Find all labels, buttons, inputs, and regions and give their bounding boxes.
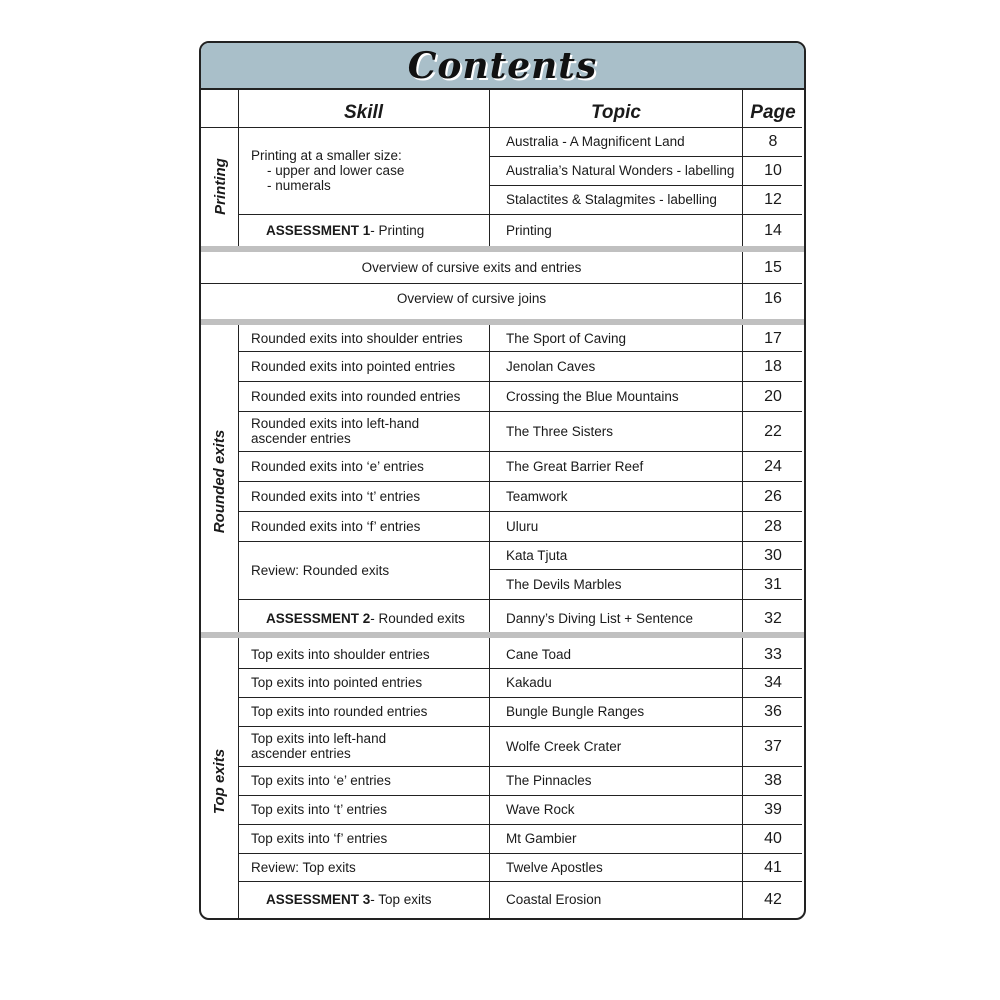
section-top-text: Top exits bbox=[211, 748, 229, 814]
column-divider bbox=[489, 324, 490, 918]
page-number: 14 bbox=[764, 221, 782, 239]
topic-cell: The Three Sisters bbox=[506, 423, 614, 439]
skill-cell bbox=[251, 726, 487, 766]
topic-cell: Wave Rock bbox=[506, 802, 575, 817]
assessment-subject: - Printing bbox=[370, 222, 425, 238]
page-number: 18 bbox=[764, 357, 782, 375]
column-divider bbox=[742, 88, 743, 918]
row-divider bbox=[489, 569, 802, 570]
page-number: 38 bbox=[764, 772, 782, 789]
topic-cell: Printing bbox=[506, 222, 552, 238]
page-number: 31 bbox=[764, 575, 782, 593]
topic-cell: Cane Toad bbox=[506, 646, 572, 662]
assessment-label: ASSESSMENT 2 bbox=[266, 610, 371, 626]
page-number: 41 bbox=[764, 858, 782, 876]
topic-cell: Twelve Apostles bbox=[506, 859, 603, 875]
text-line: ascender entries bbox=[251, 431, 351, 446]
skill-cell: Top exits into ‘e’ entries bbox=[251, 773, 391, 788]
page-number: 12 bbox=[764, 191, 782, 208]
topic-cell: Australia’s Natural Wonders - labelling bbox=[506, 163, 735, 178]
skill-cell: Rounded exits into ‘f’ entries bbox=[251, 518, 421, 534]
printing-skill-line: Printing at a smaller size: bbox=[251, 148, 402, 163]
overview-text: Overview of cursive exits and entries bbox=[361, 260, 582, 275]
skill-cell: Rounded exits into ‘e’ entries bbox=[251, 458, 424, 474]
header-skill: Skill bbox=[343, 102, 384, 123]
topic-cell: Danny’s Diving List + Sentence bbox=[506, 610, 693, 626]
text-line: Rounded exits into left-hand bbox=[251, 416, 420, 431]
topic-cell: Coastal Erosion bbox=[506, 892, 602, 907]
page-number: 16 bbox=[764, 290, 782, 307]
section-label-rounded bbox=[201, 324, 239, 638]
assessment-skill bbox=[266, 881, 486, 918]
topic-cell: Uluru bbox=[506, 518, 539, 534]
skill-cell: Review: Top exits bbox=[251, 859, 356, 875]
row-divider bbox=[489, 185, 802, 186]
skill-cell: Top exits into ‘f’ entries bbox=[251, 831, 388, 846]
topic-cell: The Pinnacles bbox=[506, 773, 592, 788]
topic-cell: Australia - A Magnificent Land bbox=[506, 134, 685, 149]
skill-cell: Rounded exits into ‘t’ entries bbox=[251, 488, 421, 504]
printing-skill bbox=[251, 128, 487, 213]
review-skill: Review: Rounded exits bbox=[251, 562, 390, 578]
skill-cell: Rounded exits into rounded entries bbox=[251, 388, 461, 404]
topic-cell: Crossing the Blue Mountains bbox=[506, 388, 679, 404]
page-number: 32 bbox=[764, 609, 782, 627]
page-number: 17 bbox=[764, 329, 782, 347]
skill-cell: Top exits into shoulder entries bbox=[251, 646, 430, 662]
page-number: 33 bbox=[764, 645, 782, 663]
topic-cell: Wolfe Creek Crater bbox=[506, 738, 622, 754]
topic-cell: Kakadu bbox=[506, 675, 552, 690]
header-topic: Topic bbox=[591, 102, 641, 123]
title-bar bbox=[201, 43, 804, 90]
header-page: Page bbox=[750, 102, 796, 123]
section-label-top bbox=[201, 644, 239, 918]
text-line: Top exits into left-hand bbox=[251, 731, 387, 746]
printing-skill-line: - numerals bbox=[267, 178, 331, 193]
column-divider bbox=[489, 88, 490, 246]
page-number: 15 bbox=[764, 259, 782, 276]
topic-cell: Kata Tjuta bbox=[506, 547, 568, 563]
skill-cell: Rounded exits into pointed entries bbox=[251, 358, 456, 374]
page-title: Contents bbox=[407, 45, 598, 87]
skill-cell bbox=[251, 411, 487, 451]
text-line: ascender entries bbox=[251, 746, 351, 761]
page-number: 30 bbox=[764, 546, 782, 564]
section-separator bbox=[201, 632, 804, 638]
assessment-skill bbox=[266, 214, 486, 246]
assessment-label: ASSESSMENT 1 bbox=[266, 222, 371, 238]
section-printing-text: Printing bbox=[211, 158, 229, 215]
row-divider bbox=[489, 156, 802, 157]
skill-cell: Top exits into pointed entries bbox=[251, 675, 423, 690]
page-number: 8 bbox=[768, 133, 778, 150]
page-number: 20 bbox=[764, 387, 782, 405]
topic-cell: Mt Gambier bbox=[506, 831, 577, 846]
page-number: 22 bbox=[764, 422, 782, 440]
section-label-printing bbox=[201, 127, 239, 246]
page-number: 34 bbox=[764, 674, 782, 691]
row-divider bbox=[201, 283, 802, 284]
assessment-subject: - Rounded exits bbox=[370, 610, 465, 626]
skill-cell: Top exits into rounded entries bbox=[251, 704, 428, 719]
page-number: 39 bbox=[764, 801, 782, 818]
column-divider bbox=[238, 324, 239, 918]
page-number: 37 bbox=[764, 737, 782, 755]
column-divider bbox=[238, 88, 239, 246]
page-number: 10 bbox=[764, 162, 782, 179]
assessment-subject: - Top exits bbox=[370, 892, 432, 907]
topic-cell: Bungle Bungle Ranges bbox=[506, 704, 645, 719]
topic-cell: The Sport of Caving bbox=[506, 330, 627, 346]
assessment-label: ASSESSMENT 3 bbox=[266, 892, 371, 907]
section-rounded-text: Rounded exits bbox=[211, 429, 229, 533]
contents-table bbox=[199, 41, 806, 920]
page-number: 40 bbox=[764, 830, 782, 847]
topic-cell: The Great Barrier Reef bbox=[506, 458, 644, 474]
skill-cell: Top exits into ‘t’ entries bbox=[251, 802, 388, 817]
topic-cell: The Devils Marbles bbox=[506, 576, 622, 592]
overview-text: Overview of cursive joins bbox=[396, 291, 547, 306]
page-number: 42 bbox=[764, 891, 782, 908]
skill-cell: Rounded exits into shoulder entries bbox=[251, 330, 463, 346]
printing-skill-line: - upper and lower case bbox=[267, 163, 405, 178]
page-number: 24 bbox=[764, 457, 782, 475]
topic-cell: Teamwork bbox=[506, 488, 568, 504]
page-number: 28 bbox=[764, 517, 782, 535]
page-number: 26 bbox=[764, 487, 782, 505]
topic-cell: Jenolan Caves bbox=[506, 358, 596, 374]
topic-cell: Stalactites & Stalagmites - labelling bbox=[506, 192, 717, 207]
page-number: 36 bbox=[764, 703, 782, 720]
